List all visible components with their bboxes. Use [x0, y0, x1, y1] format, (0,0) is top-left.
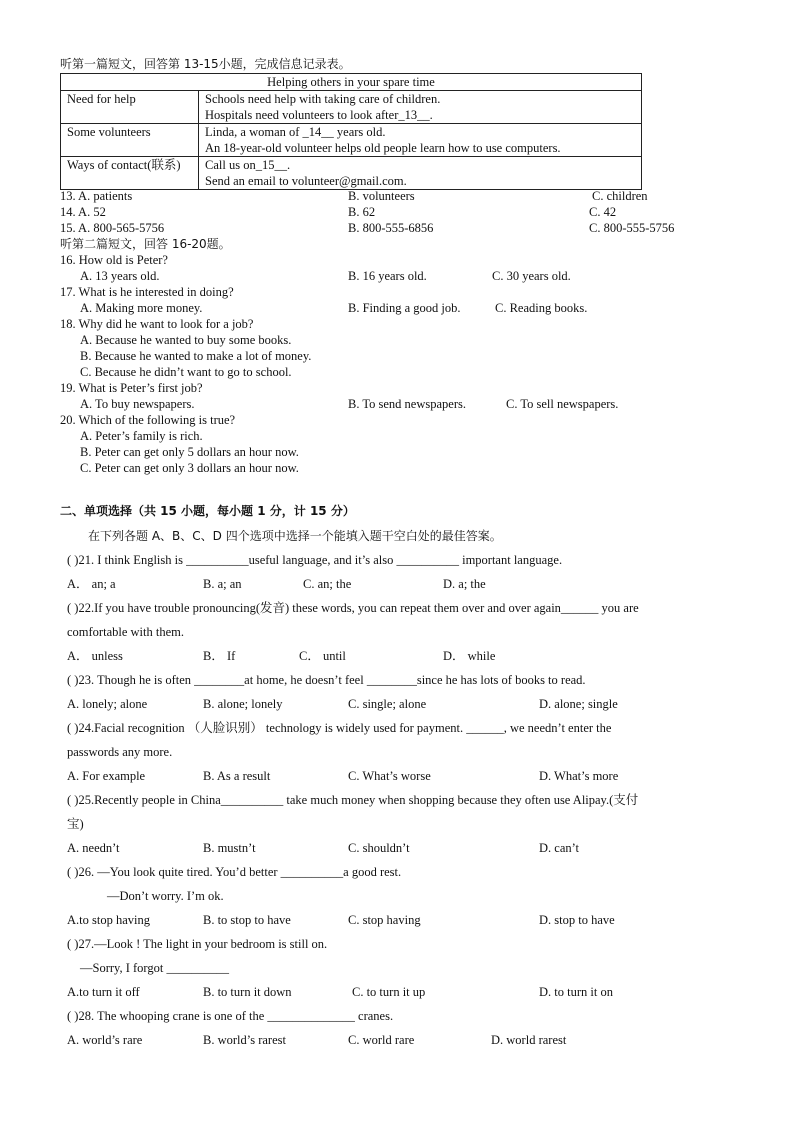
q28-option-d: D. world rarest	[491, 1033, 567, 1047]
q24-stem: ( )24.Facial recognition （人脸识别） technology is widely used for payment. ______, we needn’t enter the	[67, 721, 612, 735]
q13-option-b: B. volunteers	[348, 189, 415, 203]
q19-option-b: B. To send newspapers.	[348, 397, 466, 411]
q25-option-a: A. needn’t	[67, 841, 120, 855]
q25-option-c: C. shouldn’t	[348, 841, 410, 855]
q13-option-a: 13. A. patients	[60, 189, 133, 203]
q16-option-a: A. 13 years old.	[80, 269, 160, 283]
q25-stem: ( )25.Recently people in China__________ take much money when shopping because they often use Alipay.(支付	[67, 793, 639, 807]
q28-option-a: A. world’s rare	[67, 1033, 143, 1047]
q23-option-b: B. alone; lonely	[203, 697, 283, 711]
q14-option-c: C. 42	[589, 205, 617, 219]
q19-option-a: A. To buy newspapers.	[80, 397, 195, 411]
q15-option-a: 15. A. 800-565-5756	[60, 221, 165, 235]
q21-option-a: A． an; a	[67, 577, 116, 591]
q26-option-a: A.to stop having	[67, 913, 150, 927]
q26-stem: ( )26. —You look quite tired. You’d better __________a good rest.	[67, 865, 402, 879]
q16-stem: 16. How old is Peter?	[60, 253, 168, 267]
row-line: Linda, a woman of _14__ years old.	[205, 125, 386, 139]
table-row	[61, 91, 642, 124]
q23-option-c: C. single; alone	[348, 697, 427, 711]
section-2-heading: 二、单项选择（共 15 小题，每小题 1 分，计 15 分）	[60, 504, 355, 518]
q22-option-d: D． while	[443, 649, 496, 663]
q17-option-b: B. Finding a good job.	[348, 301, 461, 315]
row-label: Need for help	[61, 91, 199, 124]
q17-option-c: C. Reading books.	[495, 301, 588, 315]
q14-option-b: B. 62	[348, 205, 376, 219]
q27-stem-cont: —Sorry, I forgot __________	[80, 961, 229, 975]
q26-option-c: C. stop having	[348, 913, 421, 927]
q22-option-c: C． until	[299, 649, 346, 663]
q22-option-b: B． If	[203, 649, 236, 663]
q16-option-c: C. 30 years old.	[492, 269, 571, 283]
q27-option-d: D. to turn it on	[539, 985, 613, 999]
section-2-instruction: 在下列各题 A、B、C、D 四个选项中选择一个能填入题干空白处的最佳答案。	[88, 529, 502, 543]
listening-intro-2: 听第二篇短文，回答 16-20题。	[60, 237, 231, 251]
q27-stem: ( )27.—Look ! The light in your bedroom is still on.	[67, 937, 328, 951]
row-line: Send an email to volunteer@gmail.com.	[205, 174, 407, 188]
q21-option-d: D. a; the	[443, 577, 486, 591]
row-line: An 18-year-old volunteer helps old people learn how to use computers.	[205, 141, 561, 155]
listening-intro-1: 听第一篇短文，回答第 13-15小题，完成信息记录表。	[60, 57, 351, 71]
q21-stem: ( )21. I think English is __________useful language, and it’s also __________ important language.	[67, 553, 563, 567]
q15-option-c: C. 800-555-5756	[589, 221, 675, 235]
q18-option-a: A. Because he wanted to buy some books.	[80, 333, 292, 347]
q27-option-b: B. to turn it down	[203, 985, 292, 999]
table-row	[61, 124, 642, 157]
q18-option-c: C. Because he didn’t want to go to school.	[80, 365, 292, 379]
q22-option-a: A． unless	[67, 649, 123, 663]
q24-option-c: C. What’s worse	[348, 769, 431, 783]
q28-stem: ( )28. The whooping crane is one of the ______________ cranes.	[67, 1009, 394, 1023]
q24-option-b: B. As a result	[203, 769, 271, 783]
table-row	[61, 157, 642, 190]
q24-stem-cont: passwords any more.	[67, 745, 173, 759]
q21-option-c: C. an; the	[303, 577, 352, 591]
table-title: Helping others in your spare time	[61, 74, 642, 91]
q17-option-a: A. Making more money.	[80, 301, 203, 315]
q22-stem-cont: comfortable with them.	[67, 625, 184, 639]
row-line: Call us on_15__.	[205, 158, 291, 172]
q20-option-a: A. Peter’s family is rich.	[80, 429, 203, 443]
q27-option-c: C. to turn it up	[352, 985, 426, 999]
q23-stem: ( )23. Though he is often ________at home, he doesn’t feel ________since he has lots of books to read.	[67, 673, 586, 687]
q16-option-b: B. 16 years old.	[348, 269, 427, 283]
q17-stem: 17. What is he interested in doing?	[60, 285, 234, 299]
q25-stem-cont: 宝)	[67, 817, 84, 831]
q24-option-d: D. What’s more	[539, 769, 619, 783]
q26-stem-cont: —Don’t worry. I’m ok.	[107, 889, 224, 903]
q20-option-c: C. Peter can get only 3 dollars an hour now.	[80, 461, 299, 475]
q19-option-c: C. To sell newspapers.	[506, 397, 619, 411]
q24-option-a: A. For example	[67, 769, 146, 783]
q13-option-c: C. children	[592, 189, 648, 203]
q21-option-b: B. a; an	[203, 577, 242, 591]
q14-option-a: 14. A. 52	[60, 205, 106, 219]
q26-option-d: D. stop to have	[539, 913, 615, 927]
q28-option-b: B. world’s rarest	[203, 1033, 286, 1047]
row-label: Ways of contact(联系)	[61, 157, 199, 190]
q20-stem: 20. Which of the following is true?	[60, 413, 236, 427]
q19-stem: 19. What is Peter’s first job?	[60, 381, 203, 395]
row-label: Some volunteers	[61, 124, 199, 157]
q27-option-a: A.to turn it off	[67, 985, 140, 999]
info-record-table	[60, 73, 642, 190]
q18-option-b: B. Because he wanted to make a lot of money.	[80, 349, 312, 363]
q18-stem: 18. Why did he want to look for a job?	[60, 317, 254, 331]
q15-option-b: B. 800-555-6856	[348, 221, 434, 235]
q23-option-d: D. alone; single	[539, 697, 618, 711]
q25-option-b: B. mustn’t	[203, 841, 256, 855]
q23-option-a: A. lonely; alone	[67, 697, 148, 711]
q26-option-b: B. to stop to have	[203, 913, 291, 927]
q25-option-d: D. can’t	[539, 841, 580, 855]
q20-option-b: B. Peter can get only 5 dollars an hour now.	[80, 445, 299, 459]
q22-stem: ( )22.If you have trouble pronouncing(发音) these words, you can repeat them over and over again______ you are	[67, 601, 639, 615]
q28-option-c: C. world rare	[348, 1033, 415, 1047]
row-line: Hospitals need volunteers to look after_13__.	[205, 108, 433, 122]
row-line: Schools need help with taking care of children.	[205, 92, 441, 106]
